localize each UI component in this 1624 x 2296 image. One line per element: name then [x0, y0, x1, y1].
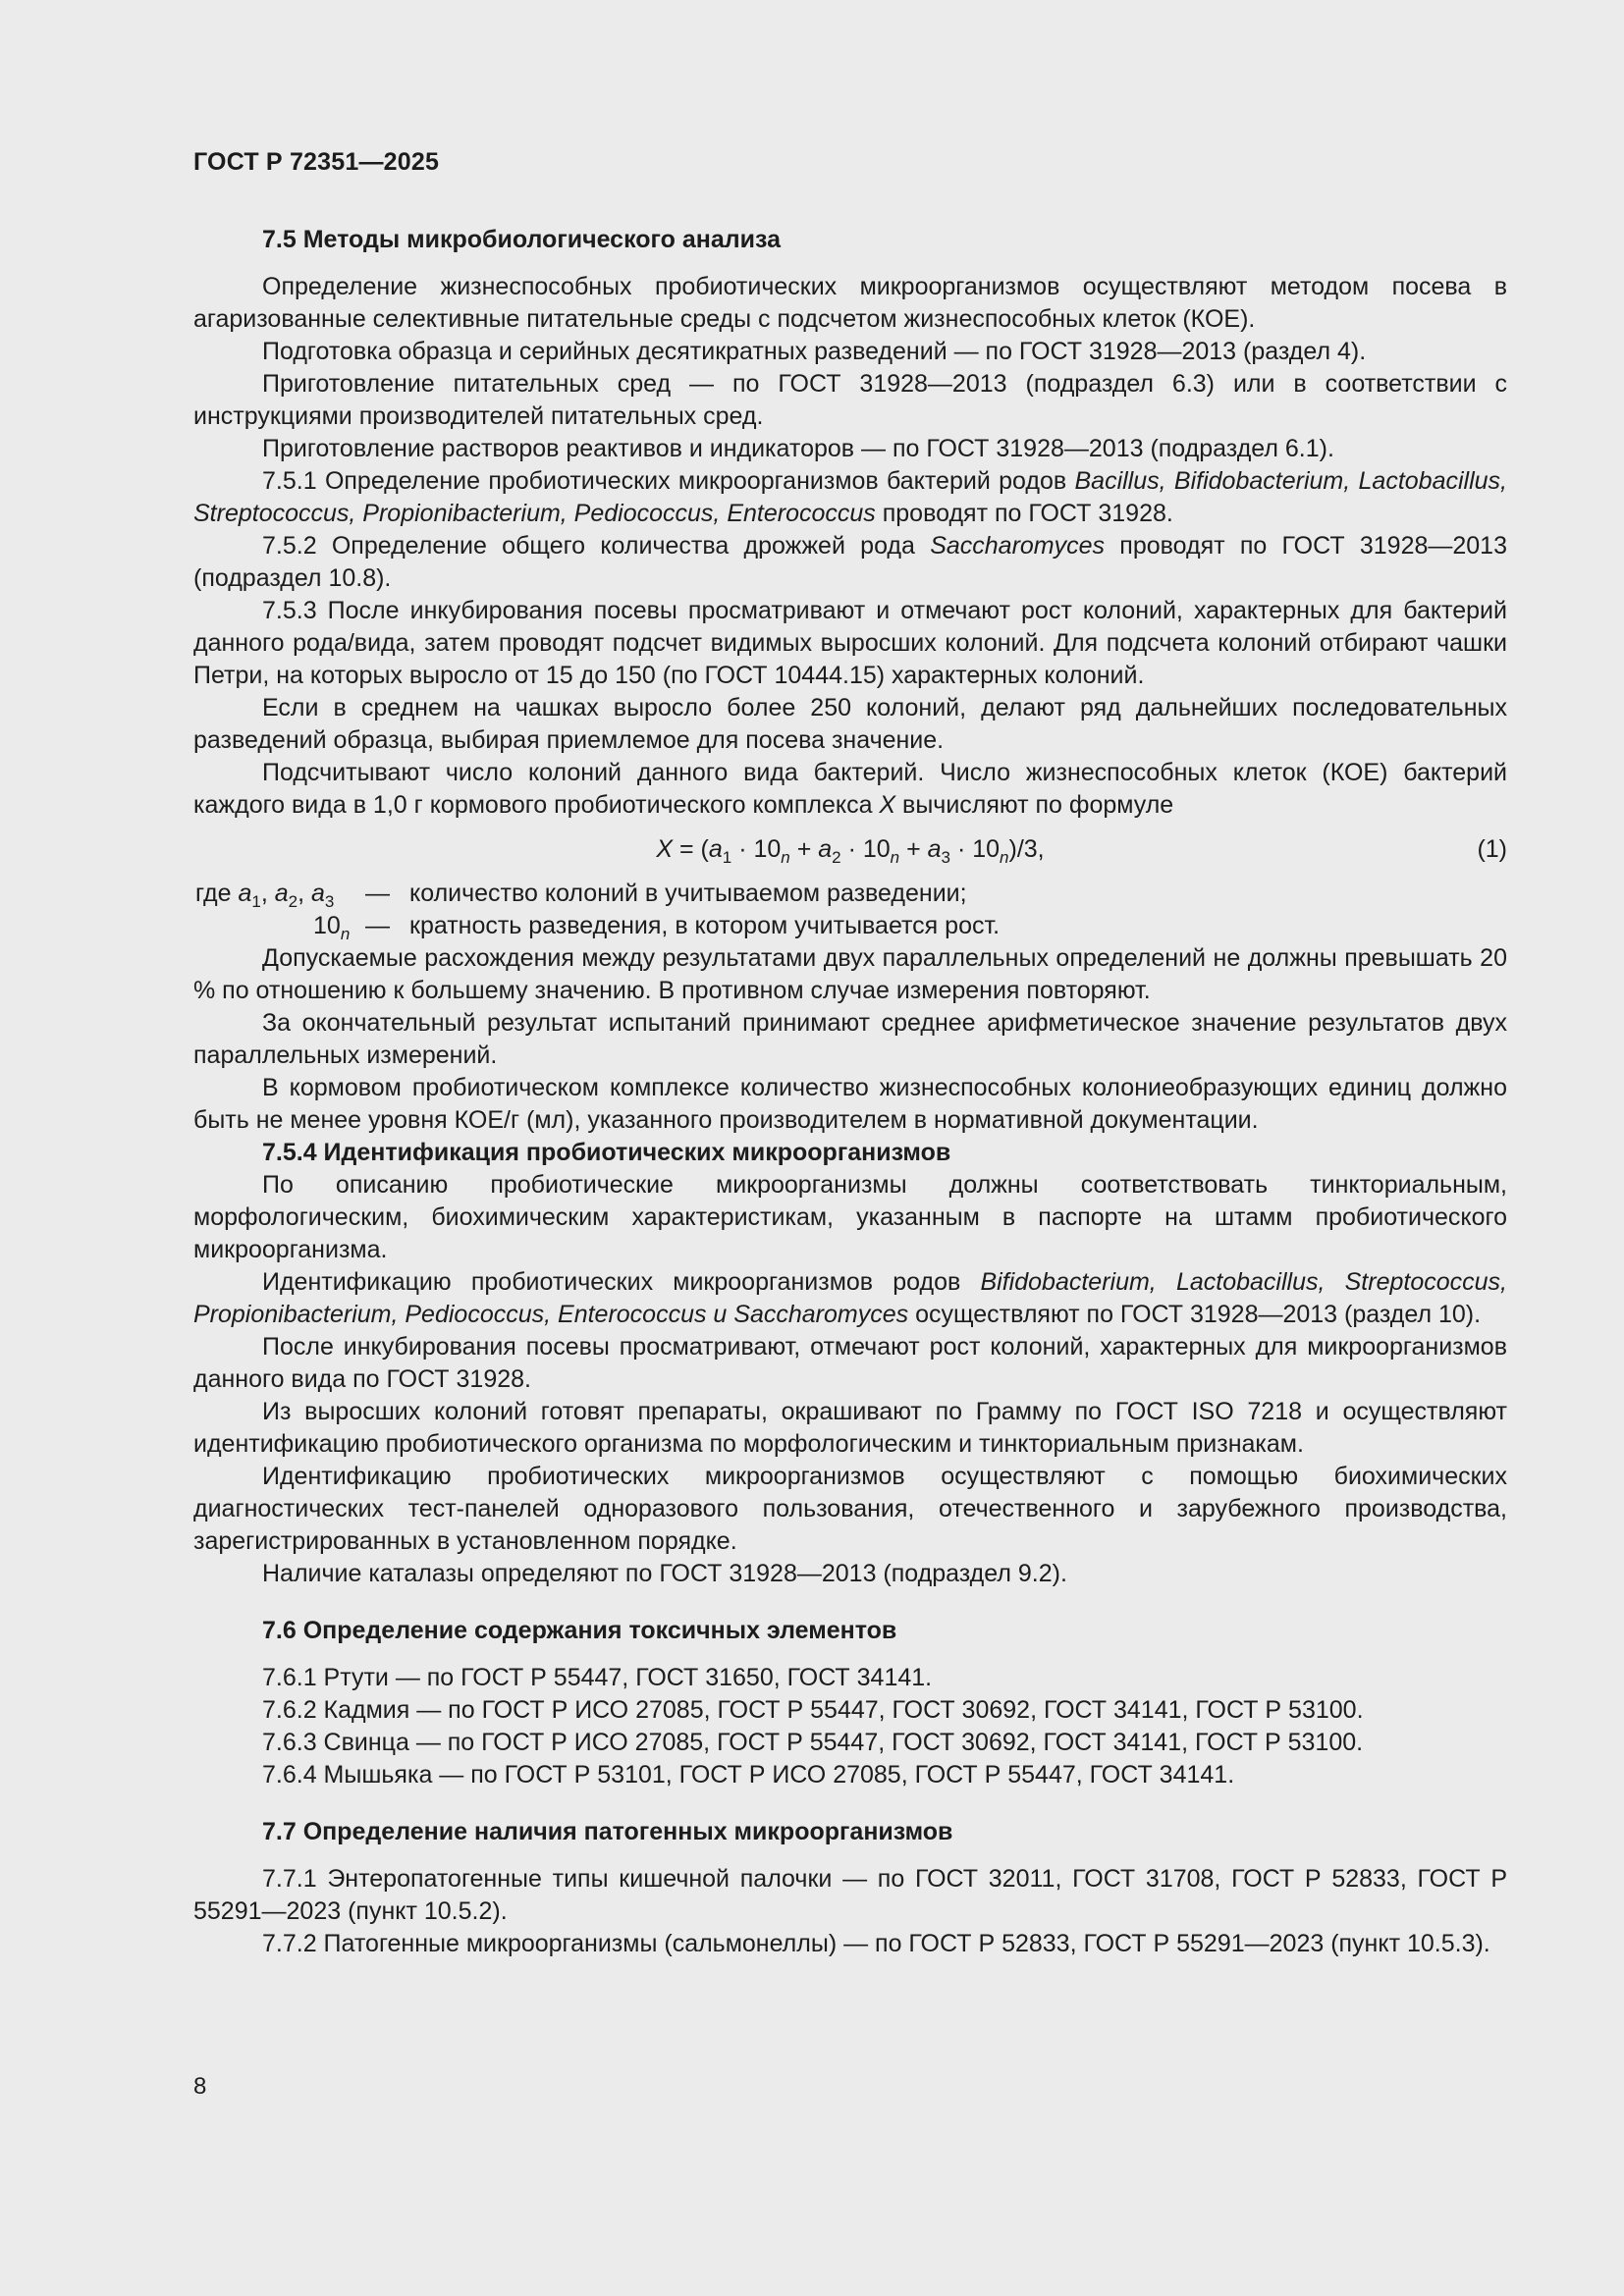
subsection-heading-7-5-4: 7.5.4 Идентификация пробиотических микроорганизмов — [262, 1139, 951, 1166]
document-header: ГОСТ Р 72351—2025 — [193, 148, 440, 176]
list-item: 7.6.1 Ртути — по ГОСТ Р 55447, ГОСТ 31650, ГОСТ 34141. — [262, 1664, 933, 1691]
list-item: 7.6.4 Мышьяка — по ГОСТ Р 53101, ГОСТ Р ИСО 27085, ГОСТ Р 55447, ГОСТ 34141. — [262, 1761, 1235, 1789]
paragraph: Допускаемые расхождения между результатами двух параллельных определений не должны превышать 20 % по отношению к большему значению. В противном случае измерения повторяют. — [193, 944, 1507, 1004]
formula-legend-row: где $a_1$, $a_2$, $a_3$ — количество колоний в учитываемом разведении; — [195, 880, 967, 911]
paragraph: Наличие каталазы определяют по ГОСТ 31928—2013 (подраздел 9.2). — [262, 1560, 1067, 1587]
paragraph: Идентификацию пробиотических микроорганизмов родов Bifidobacterium, Lactobacillus, Streptococcus, Propionibacterium, Pediococcus, Enterococcus и Saccharomyces осуществляют по ГОСТ 31928—2013 (раздел 10). — [193, 1268, 1507, 1328]
paragraph-7-5-1: 7.5.1 Определение пробиотических микроорганизмов бактерий родов Bacillus, Bifidobacterium, Lactobacillus, Streptococcus, Propionibacterium, Pediococcus, Enterococcus проводят по ГОСТ 31928. — [193, 467, 1507, 527]
paragraph: За окончательный результат испытаний принимают среднее арифметическое значение результатов двух параллельных измерений. — [193, 1009, 1507, 1069]
paragraph-7-5-3: 7.5.3 После инкубирования посевы просматривают и отмечают рост колоний, характерных для бактерий данного рода/вида, затем проводят подсчет видимых выросших колоний. Для подсчета колоний отбирают чашки Петри, на которых выросло от 15 до 150 (по ГОСТ 10444.15) характерных колоний. — [193, 597, 1507, 689]
list-item: 7.6.2 Кадмия — по ГОСТ Р ИСО 27085, ГОСТ Р 55447, ГОСТ 30692, ГОСТ 34141, ГОСТ Р 53100. — [262, 1696, 1364, 1724]
paragraph: По описанию пробиотические микроорганизмы должны соответствовать тинкториальным, морфологическим, биохимическим характеристикам, указанным в паспорте на штамм пробиотического микроорганизма. — [193, 1171, 1507, 1263]
paragraph: Если в среднем на чашках выросло более 250 колоний, делают ряд дальнейших последовательных разведений образца, выбирая приемлемое для посева значение. — [193, 694, 1507, 754]
paragraph: Приготовление питательных сред — по ГОСТ 31928—2013 (подраздел 6.3) или в соответствии с инструкциями производителей питательных сред. — [193, 370, 1507, 430]
formula-row — [193, 833, 1507, 866]
paragraph: После инкубирования посевы просматривают, отмечают рост колоний, характерных для микроорганизмов данного вида по ГОСТ 31928. — [193, 1333, 1507, 1393]
paragraph-7-5-2: 7.5.2 Определение общего количества дрожжей рода Saccharomyces проводят по ГОСТ 31928—2013 (подраздел 10.8). — [193, 532, 1507, 592]
section-heading-7-6: 7.6 Определение содержания токсичных элементов — [262, 1617, 897, 1644]
formula-number: (1) — [1477, 835, 1507, 863]
formula-legend-row: $10_n$ — кратность разведения, в котором учитывается рост. — [313, 912, 1001, 943]
section-heading-7-5: 7.5 Методы микробиологического анализа — [262, 226, 782, 253]
section-heading-7-7: 7.7 Определение наличия патогенных микроорганизмов — [262, 1818, 953, 1845]
paragraph: Идентификацию пробиотических микроорганизмов осуществляют с помощью биохимических диагностических тест-панелей одноразового пользования, отечественного и зарубежного производства, зарегистрированных в установленном порядке. — [193, 1463, 1507, 1555]
legend-description: количество колоний в учитываемом разведении; — [409, 880, 967, 907]
paragraph: Из выросших колоний готовят препараты, окрашивают по Грамму по ГОСТ ISO 7218 и осуществляют идентификацию пробиотического организма по морфологическим и тинкториальным признакам. — [193, 1398, 1507, 1458]
list-item: 7.7.1 Энтеропатогенные типы кишечной палочки — по ГОСТ 32011, ГОСТ 31708, ГОСТ Р 52833, ГОСТ Р 55291—2023 (пункт 10.5.2). — [193, 1865, 1507, 1925]
paragraph: Подсчитывают число колоний данного вида бактерий. Число жизнеспособных клеток (КОЕ) бактерий каждого вида в 1,0 г кормового пробиотического комплекса X вычисляют по формуле — [193, 759, 1507, 819]
document-body — [193, 224, 1507, 1960]
paragraph: Подготовка образца и серийных десятикратных разведений — по ГОСТ 31928—2013 (раздел 4). — [262, 338, 1367, 365]
list-item: 7.6.3 Свинца — по ГОСТ Р ИСО 27085, ГОСТ Р 55447, ГОСТ 30692, ГОСТ 34141, ГОСТ Р 53100. — [262, 1729, 1364, 1756]
formula: $X = (a_1 \cdot 10_n + a_2 \cdot 10_n + a_3 \cdot 10_n)/3$, — [656, 835, 1045, 867]
paragraph: Определение жизнеспособных пробиотических микроорганизмов осуществляют методом посева в агаризованные селективные питательные среды с подсчетом жизнеспособных клеток (КОЕ). — [193, 273, 1507, 333]
legend-symbol: $10_n$ — [313, 912, 351, 943]
paragraph: В кормовом пробиотическом комплексе количество жизнеспособных колониеобразующих единиц должно быть не менее уровня КОЕ/г (мл), указанного производителем в нормативной документации. — [193, 1074, 1507, 1134]
legend-description: кратность разведения, в котором учитывается рост. — [409, 912, 1001, 939]
list-item: 7.7.2 Патогенные микроорганизмы (сальмонеллы) — по ГОСТ Р 52833, ГОСТ Р 55291—2023 (пункт 10.5.3). — [262, 1930, 1490, 1957]
paragraph: Приготовление растворов реактивов и индикаторов — по ГОСТ 31928—2013 (подраздел 6.1). — [262, 435, 1334, 462]
legend-symbol: где $a_1$, $a_2$, $a_3$ — [195, 880, 335, 911]
page-number: 8 — [193, 2073, 207, 2100]
